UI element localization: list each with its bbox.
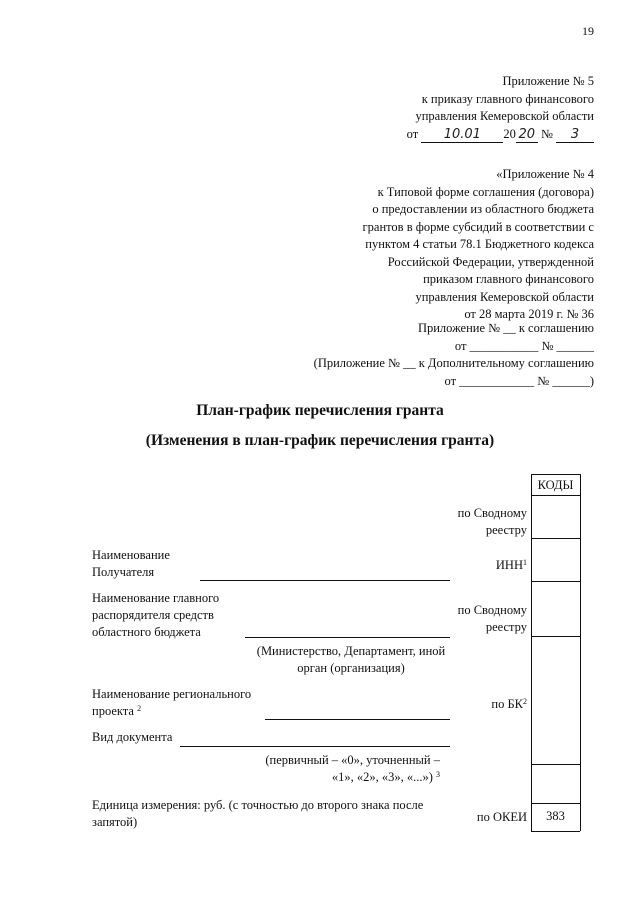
codes-border bbox=[580, 474, 581, 831]
codes-border bbox=[531, 764, 580, 765]
appendix4-line: о предоставлении из областного бюджета bbox=[372, 202, 594, 216]
document-title: План-график перечисления гранта bbox=[196, 402, 444, 419]
appendix5-block bbox=[407, 73, 594, 143]
appendix4-line: грантов в форме субсидий в соответствии с bbox=[362, 219, 594, 234]
codes-border bbox=[531, 581, 580, 582]
document-subtitle: (Изменения в план-график перечисления гранта) bbox=[145, 432, 495, 449]
okei-code: 383 bbox=[546, 809, 565, 823]
svodny-label-1: по Сводному реестру bbox=[457, 506, 527, 537]
codes-border bbox=[531, 474, 532, 831]
codes-border bbox=[531, 538, 580, 539]
doc-type-field-line[interactable] bbox=[180, 746, 450, 747]
appendix5-date-line bbox=[407, 126, 594, 144]
handwritten-date: 10.01 bbox=[421, 128, 503, 143]
svodny-label-2: по Сводному реестру bbox=[457, 603, 527, 634]
handwritten-number: 3 bbox=[556, 128, 594, 143]
agreement-line2: от ___________ № ______ bbox=[454, 338, 594, 353]
codes-border bbox=[531, 636, 580, 637]
appendix4-line: приказом главного финансового bbox=[423, 272, 594, 286]
page-number: 19 bbox=[582, 24, 594, 38]
appendix4-block bbox=[363, 166, 594, 324]
appendix4-line: от 28 марта 2019 г. № 36 bbox=[464, 307, 594, 321]
date-prefix: от bbox=[406, 126, 419, 141]
year-prefix: 20 bbox=[503, 126, 516, 141]
appendix4-line: управления Кемеровской области bbox=[415, 289, 594, 304]
agreement-line3: (Приложение № __ к Дополнительному соглашению bbox=[313, 356, 594, 370]
grbs-field-line[interactable] bbox=[245, 637, 450, 638]
appendix5-line2: к приказу главного финансового bbox=[421, 91, 594, 106]
unit-label: Единица измерения: руб. (с точностью до второго знака после запятой) bbox=[92, 798, 424, 829]
doc-type-label: Вид документа bbox=[92, 730, 173, 744]
appendix4-line: к Типовой форме соглашения (договора) bbox=[377, 184, 594, 199]
codes-border bbox=[531, 803, 580, 804]
agreement-line1: Приложение № __ к соглашению bbox=[417, 321, 594, 335]
codes-border bbox=[531, 831, 580, 832]
agreement-block bbox=[314, 320, 594, 390]
appendix4-line: пунктом 4 статьи 78.1 Бюджетного кодекса bbox=[365, 237, 594, 251]
number-label: № bbox=[540, 126, 553, 141]
doc-type-note: (первичный – «0», уточненный – «1», «2», «3», «...») $^3$ bbox=[265, 753, 440, 784]
recipient-field-line[interactable] bbox=[200, 580, 450, 581]
appendix4-line: «Приложение № 4 bbox=[496, 167, 594, 181]
recipient-label: Наименование Получателя bbox=[92, 548, 170, 579]
project-field-line[interactable] bbox=[265, 719, 450, 720]
ministry-note: (Министерство, Департамент, иной орган (организация) bbox=[256, 644, 446, 675]
codes-border bbox=[531, 474, 580, 475]
agreement-line4: от ____________ № ______) bbox=[444, 373, 594, 388]
bk-label: по $БК^2$ bbox=[491, 697, 527, 711]
codes-border bbox=[531, 495, 580, 496]
okei-label: по ОКЕИ bbox=[476, 810, 527, 824]
appendix5-line3: управления Кемеровской области bbox=[415, 109, 594, 123]
appendix4-line: Российской Федерации, утвержденной bbox=[387, 254, 594, 269]
inn-label: ИНН$^1$ bbox=[495, 558, 527, 572]
handwritten-year: 20 bbox=[516, 128, 538, 143]
project-label: Наименование регионального проекта $^2$ bbox=[92, 687, 252, 718]
appendix5-line1: Приложение № 5 bbox=[502, 74, 594, 88]
codes-header: КОДЫ bbox=[537, 478, 574, 492]
grbs-label: Наименование главного распорядителя средств областного бюджета bbox=[92, 591, 220, 639]
